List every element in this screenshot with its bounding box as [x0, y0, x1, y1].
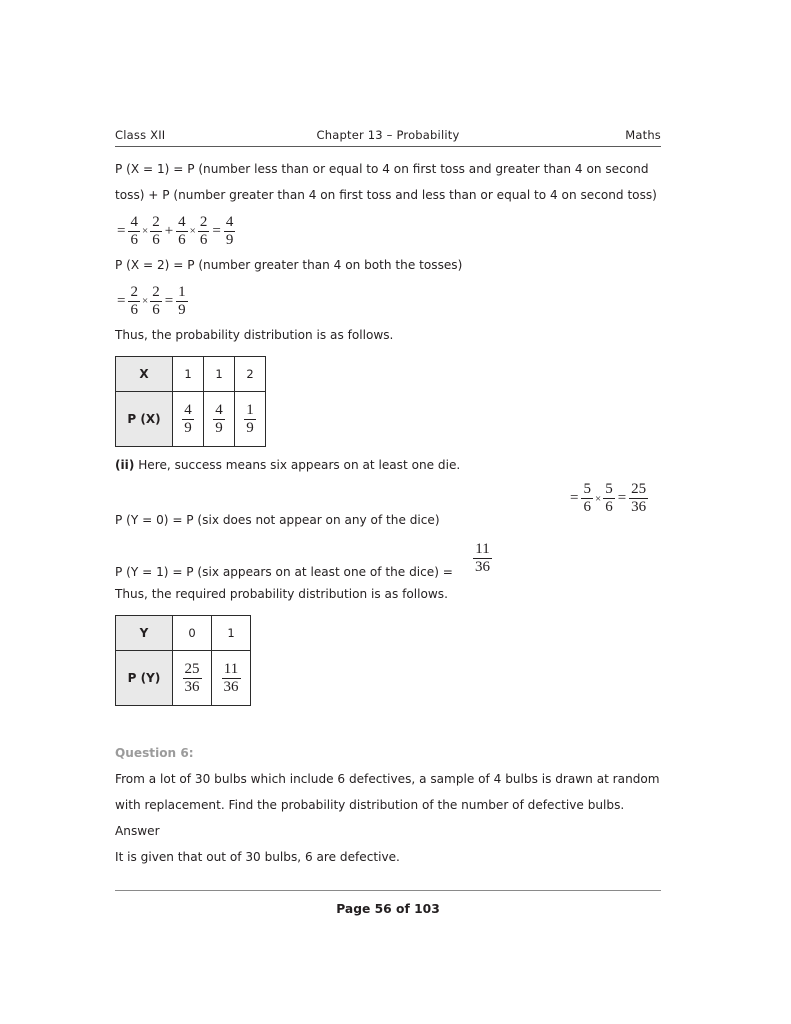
denominator: 36 [223, 678, 239, 695]
answer-label: Answer [115, 824, 160, 838]
fraction-4-9 [224, 215, 236, 248]
row-py1 [115, 537, 661, 581]
equals-sign: = [164, 292, 174, 309]
numerator: 4 [215, 401, 223, 418]
times-sign: × [594, 492, 602, 505]
times-sign: × [141, 295, 149, 307]
fraction-2-6-b [198, 215, 210, 248]
denominator: 6 [583, 499, 591, 515]
page-number: Page 56 of 103 [336, 902, 440, 916]
paragraph-px2: P (X = 2) = P (number greater than 4 on both the tosses) [115, 258, 463, 272]
probability-table-x [115, 356, 266, 447]
fraction-11-36 [473, 542, 492, 575]
denominator: 6 [605, 499, 613, 515]
table-cell-x-value [204, 357, 235, 392]
paragraph-thus-2: Thus, the required probability distribution is as follows. [115, 587, 448, 601]
plus-sign: + [164, 222, 174, 239]
numerator: 5 [583, 481, 591, 497]
fraction-25-36 [629, 482, 648, 515]
denominator: 6 [130, 301, 138, 318]
table-rowhead-x: X [116, 357, 173, 392]
numerator: 2 [199, 213, 208, 230]
header-class: Class XII [115, 128, 166, 142]
denominator: 9 [184, 419, 192, 436]
numerator: 4 [130, 213, 138, 230]
numerator: 11 [223, 660, 239, 677]
table-row [116, 616, 251, 651]
equals-sign: = [570, 490, 579, 506]
question-label: Question 6: [115, 746, 194, 760]
table-cell-py-value [173, 651, 212, 706]
denominator: 36 [631, 499, 647, 515]
paragraph-py1: P (Y = 1) = P (six appears on at least one of the dice) = [115, 565, 453, 579]
table-row [116, 357, 266, 392]
times-sign: × [141, 225, 149, 237]
table-cell-y-value [212, 616, 251, 651]
denominator: 9 [225, 231, 234, 248]
paragraph-part-ii [115, 453, 661, 477]
running-header [115, 128, 661, 147]
cell-text: 2 [246, 367, 254, 381]
footer-divider [115, 890, 661, 891]
table-rowhead-py: P (Y) [116, 651, 173, 706]
fraction-2-6-c [128, 285, 140, 318]
part-ii-label: (ii) [115, 458, 135, 472]
fraction-2-6-a [150, 215, 162, 248]
cell-text: 1 [215, 367, 223, 381]
table-row [116, 392, 266, 447]
denominator: 9 [178, 301, 186, 318]
table-cell-x-value [173, 357, 204, 392]
table-rowhead-y: Y [116, 616, 173, 651]
fraction-1-9 [176, 285, 188, 318]
cell-text: 1 [227, 626, 235, 640]
probability-table-y [115, 615, 251, 706]
fraction [183, 662, 202, 695]
question-text: From a lot of 30 bulbs which include 6 defectives, a sample of 4 bulbs is drawn at random with replacement. Find the probability distribution of the number of defective bulbs. [115, 772, 660, 812]
fraction-2-6-d [150, 285, 162, 318]
equation-px1 [115, 215, 236, 248]
numerator: 4 [178, 213, 186, 230]
numerator: 4 [184, 401, 192, 418]
cell-text: 0 [188, 626, 196, 640]
denominator: 6 [199, 231, 208, 248]
fraction-4-6-b [176, 215, 188, 248]
table-cell-y-value [173, 616, 212, 651]
equation-px2-row [115, 282, 661, 320]
denominator: 6 [130, 231, 138, 248]
fraction [222, 662, 241, 695]
equals-sign: = [617, 490, 627, 506]
row-py0 [115, 481, 661, 529]
fraction [182, 403, 194, 436]
equation-py0 [568, 482, 649, 515]
paragraph-thus-1: Thus, the probability distribution is as follows. [115, 328, 394, 342]
equals-sign: = [117, 292, 126, 309]
fraction [244, 403, 256, 436]
numerator: 1 [178, 283, 186, 300]
fraction-5-6-a [581, 482, 593, 515]
numerator: 5 [605, 481, 613, 497]
denominator: 9 [246, 419, 254, 436]
times-sign: × [189, 225, 196, 237]
part-ii-text: Here, success means six appears on at least one die. [134, 458, 461, 472]
numerator: 2 [152, 283, 160, 300]
fraction-4-6-a [128, 215, 140, 248]
numerator: 4 [225, 213, 234, 230]
numerator: 25 [631, 481, 647, 497]
table-row [116, 651, 251, 706]
denominator: 36 [475, 559, 490, 575]
equation-px1-row [115, 212, 661, 250]
denominator: 9 [215, 419, 223, 436]
table-cell-px-value [173, 392, 204, 447]
table-cell-px-value [204, 392, 235, 447]
table-rowhead-px: P (X) [116, 392, 173, 447]
header-chapter: Chapter 13 – Probability [316, 128, 460, 142]
denominator: 6 [152, 301, 160, 318]
paragraph-px1: P (X = 1) = P (number less than or equal to 4 on first toss and greater than 4 on second toss) + P (number greater than 4 on first toss and less than or equal to 4 on second toss) [115, 162, 657, 202]
page-content [115, 128, 661, 870]
numerator: 25 [184, 660, 200, 677]
denominator: 6 [178, 231, 186, 248]
fraction-5-6-b [603, 482, 615, 515]
fraction [213, 403, 225, 436]
equation-px2 [115, 285, 189, 318]
header-subject: Maths [625, 128, 661, 142]
cell-text: 1 [184, 367, 192, 381]
equals-sign: = [212, 222, 221, 239]
equals-sign: = [117, 222, 126, 239]
numerator: 2 [130, 283, 138, 300]
equation-py1 [472, 542, 493, 575]
table-cell-px-value [235, 392, 266, 447]
table-cell-py-value [212, 651, 251, 706]
denominator: 36 [184, 678, 200, 695]
denominator: 6 [152, 231, 160, 248]
numerator: 11 [475, 541, 490, 557]
numerator: 1 [246, 401, 254, 418]
paragraph-py0: P (Y = 0) = P (six does not appear on any of the dice) [115, 513, 440, 527]
table-cell-x-value [235, 357, 266, 392]
page-footer [115, 890, 661, 916]
numerator: 2 [152, 213, 160, 230]
answer-line: It is given that out of 30 bulbs, 6 are defective. [115, 850, 400, 864]
